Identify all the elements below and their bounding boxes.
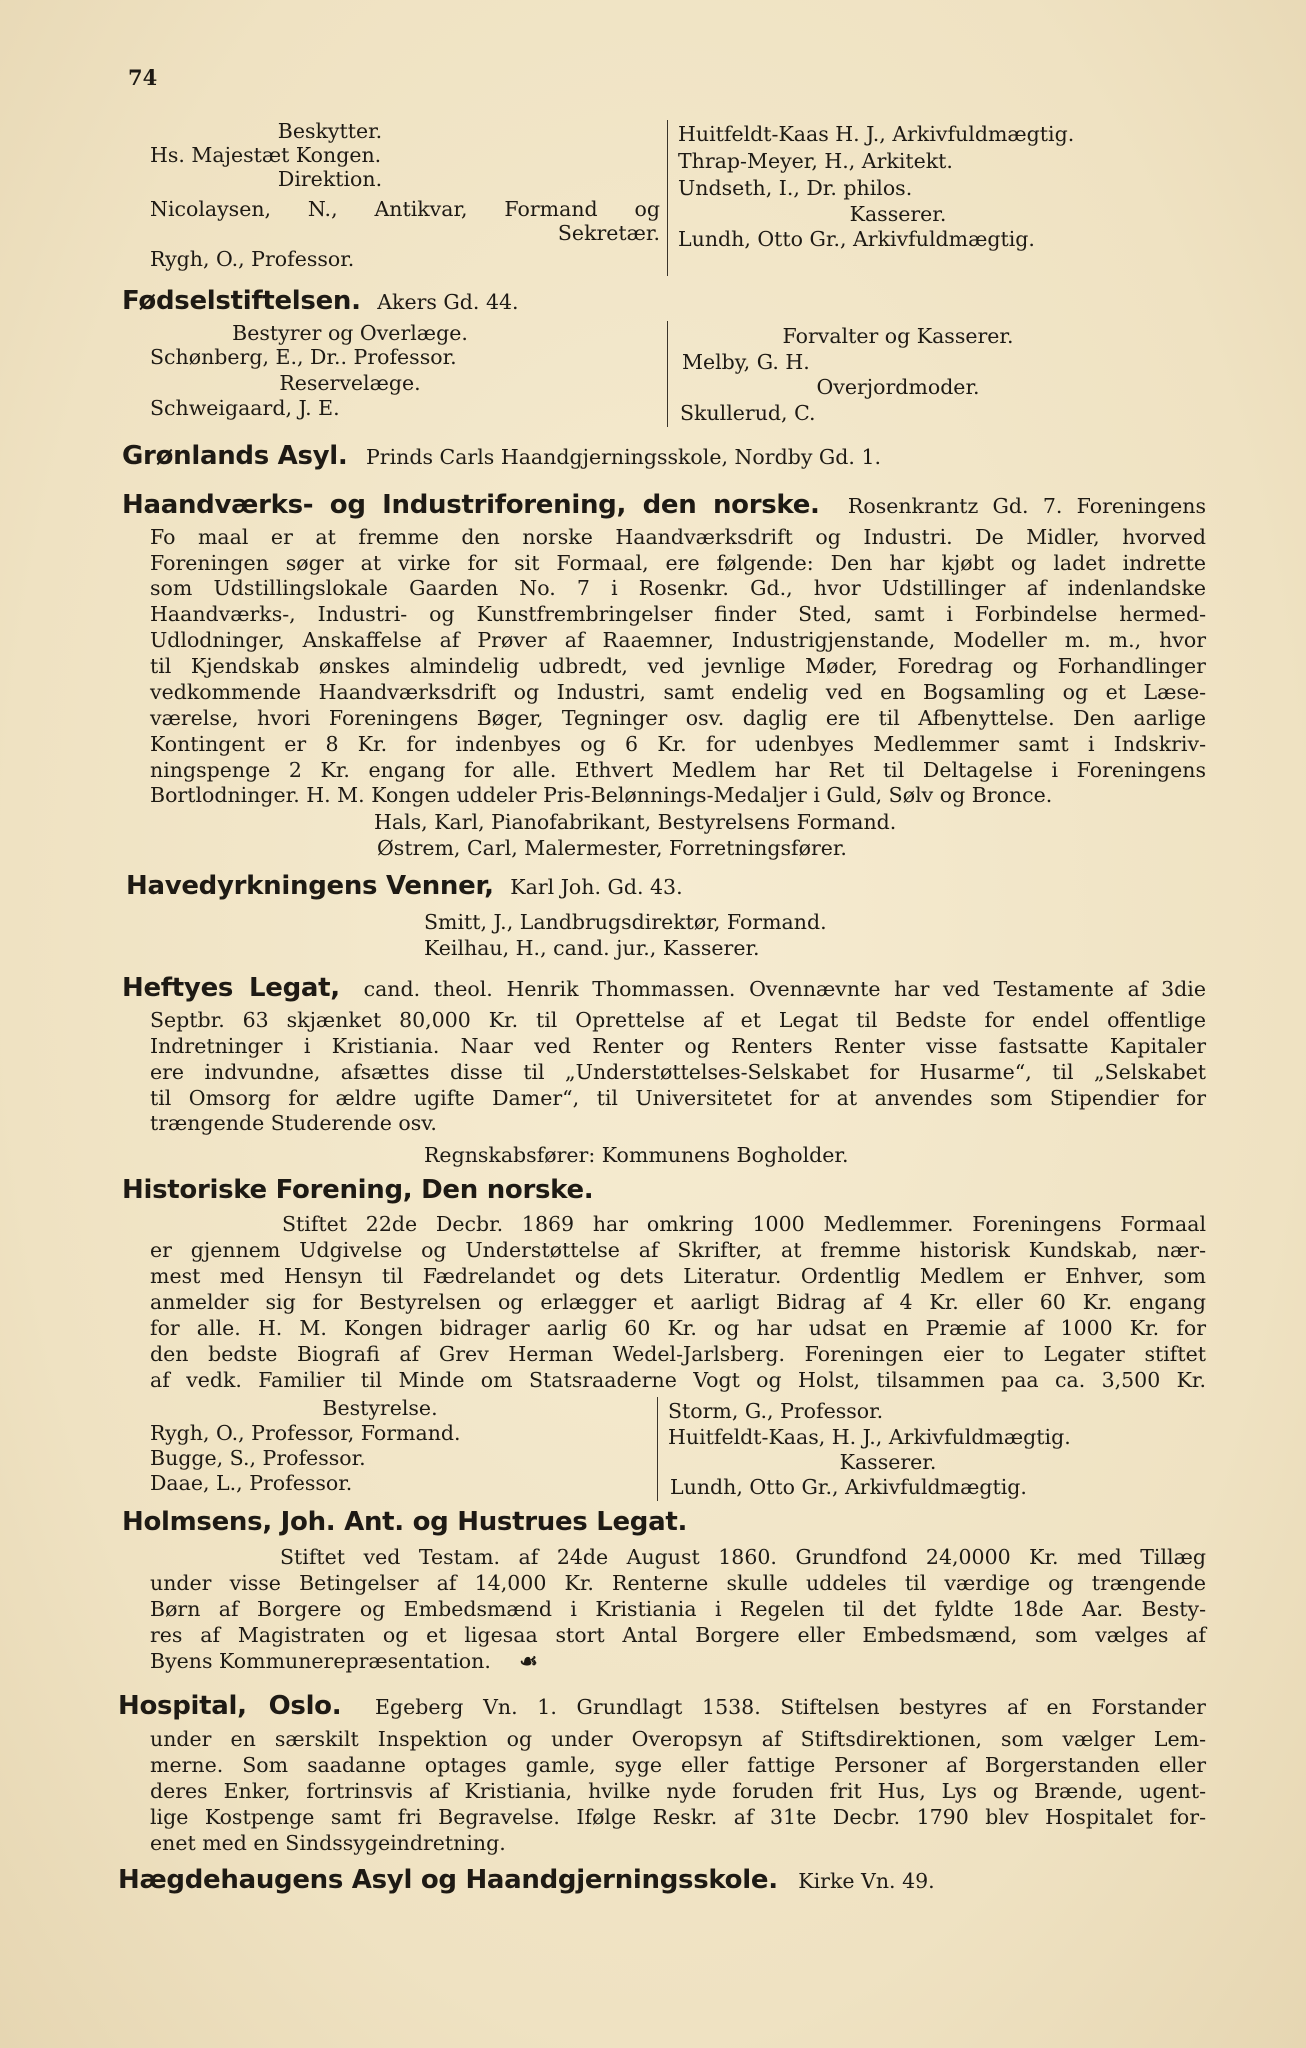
entry-keilhau: Keilhau, H., cand. jur., Kasserer. <box>424 936 760 960</box>
body-line: er gjennem Udgivelse og Understøttelse af Skrifter, at fremme historisk Kundskab, nær- <box>150 1238 1206 1262</box>
entry-rygh: Rygh, O., Professor. <box>150 247 355 271</box>
body-line: res af Magistraten og et ligesaa stort Antal Borgere eller Embedsmænd, som vælges af <box>150 1623 1206 1647</box>
body-line: anmelder sig for Bestyrelsen og erlægger et aarligt Bidrag af 4 Kr. eller 60 Kr. engang <box>150 1290 1206 1314</box>
label-direktion: Direktion. <box>277 167 383 191</box>
heading-holmsens-legat <box>122 1507 688 1537</box>
body-line: som Udstillingslokale Gaarden No. 7 i Rosenkr. Gd., hvor Udstillinger af indenlandske <box>150 576 1206 600</box>
entry-ostrem: Østrem, Carl, Malermester, Forretningsfører. <box>377 836 847 860</box>
heading-title: Hospital, Oslo. <box>118 1691 342 1721</box>
column-divider <box>657 1397 658 1501</box>
entry-melby: Melby, G. H. <box>682 350 810 374</box>
entry-lundh: Lundh, Otto Gr., Arkivfuldmægtig. <box>678 227 1035 251</box>
body-line: lige Kostpenge samt fri Begravelse. Ifølge Reskr. af 31te Decbr. 1790 blev Hospitalet for- <box>150 1805 1206 1829</box>
heading-title: Haandværks- og Industriforening, den norske. <box>122 490 820 520</box>
entry-huitfeldt: Huitfeldt-Kaas, H. J., Arkivfuldmægtig. <box>668 1425 1071 1449</box>
entry-hals: Hals, Karl, Pianofabrikant, Bestyrelsens Formand. <box>374 810 897 834</box>
entry-nicolaysen: Nicolaysen, N., Antikvar, Formand og <box>150 197 660 221</box>
heading-title: Fødselstiftelsen. <box>122 286 361 316</box>
entry-thrap: Thrap-Meyer, H., Arkitekt. <box>678 149 953 173</box>
body-line: Stiftet 22de Decbr. 1869 har omkring 1000 Medlemmer. Foreningens Formaal <box>282 1212 1206 1236</box>
label-overjord: Overjordmoder. <box>816 375 980 399</box>
heading-heftyes-legat <box>122 973 1206 1003</box>
body-line: den bedste Biografi af Grev Herman Wedel-Jarlsberg. Foreningen eier to Legater stiftet <box>150 1342 1206 1366</box>
body-line-text: Byens Kommunerepræsentation. <box>150 1649 491 1673</box>
body-line: under visse Betingelser af 14,000 Kr. Renterne skulle uddeles til værdige og trængende <box>150 1571 1206 1595</box>
column-divider <box>667 321 668 427</box>
heading-title: Hægdehaugens Asyl og Haandgjerningsskole. <box>118 1865 778 1895</box>
label-bestyrer: Bestyrer og Overlæge. <box>232 321 468 345</box>
label-forvalter: Forvalter og Kasserer. <box>782 324 1014 348</box>
label-bestyrelse: Bestyrelse. <box>322 1396 438 1420</box>
heading-address: Rosenkrantz Gd. 7. Foreningens <box>847 494 1206 518</box>
body-line: merne. Som saadanne optages gamle, syge eller fattige Personer af Borgerstanden eller <box>150 1753 1206 1777</box>
label-kasserer: Kasserer. <box>839 1450 937 1474</box>
heading-historiske-forening <box>122 1175 594 1205</box>
heading-hospital-oslo <box>118 1691 1206 1721</box>
body-line-last <box>150 1649 536 1673</box>
entry-huitfeldt: Huitfeldt-Kaas H. J., Arkivfuldmægtig. <box>678 122 1075 146</box>
label-beskytter: Beskytter. <box>277 119 383 143</box>
heading-title: Grønlands Asyl. <box>122 441 348 471</box>
body-line: Kontingent er 8 Kr. for indenbyes og 6 Kr. for udenbyes Medlemmer samt i Indskriv- <box>150 732 1206 756</box>
body-line: Fo maal er at fremme den norske Haandværksdrift og Industri. De Midler, hvorved <box>150 525 1206 549</box>
entry-schweigaard: Schweigaard, J. E. <box>150 396 340 420</box>
heading-text: cand. theol. Henrik Thommassen. Ovennævnte har ved Testamente af 3die <box>363 977 1206 1001</box>
body-line: Børn af Borgere og Embedsmænd i Kristiania i Regelen til det fyldte 18de Aar. Besty- <box>150 1597 1206 1621</box>
body-line: ningspenge 2 Kr. engang for alle. Ethvert Medlem har Ret til Deltagelse i Foreningens <box>150 758 1206 782</box>
body-line: værelse, hvori Foreningens Bøger, Tegninger osv. daglig ere til Afbenyttelse. Den aarlige <box>150 706 1206 730</box>
entry-lundh: Lundh, Otto Gr., Arkivfuldmægtig. <box>670 1475 1027 1499</box>
heading-address: Karl Joh. Gd. 43. <box>510 875 683 899</box>
body-line: Foreningen søger at virke for sit Formaal, ere følgende: Den har kjøbt og ladet indrette <box>150 551 1206 575</box>
body-line: Septbr. 63 skjænket 80,000 Kr. til Oprettelse af et Legat til Bedste for endel offentlige <box>150 1008 1206 1032</box>
heading-fodselstiftelsen <box>122 286 519 316</box>
body-line: deres Enker, fortrinsvis af Kristiania, hvilke nyde foruden frit Hus, Lys og Brænde, ugent- <box>150 1779 1206 1803</box>
body-line: for alle. H. M. Kongen bidrager aarlig 60 Kr. og har udsat en Præmie af 1000 Kr. for <box>150 1316 1206 1340</box>
entry-smitt: Smitt, J., Landbrugsdirektør, Formand. <box>424 910 827 934</box>
entry-text: Prinds Carls Haandgjerningsskole, Nordby Gd. 1. <box>366 445 882 469</box>
body-line: Udlodninger, Anskaffelse af Prøver af Raaemner, Industrigjenstande, Modeller m. m., hvor <box>150 628 1206 652</box>
body-line: trængende Studerende osv. <box>150 1111 437 1135</box>
heading-title: Havedyrkningens Venner, <box>126 871 494 901</box>
entry-rygh: Rygh, O., Professor, Formand. <box>150 1421 461 1445</box>
body-line: Bortlodninger. H. M. Kongen uddeler Pris-Belønnings-Medaljer i Guld, Sølv og Bronce. <box>150 783 1053 807</box>
entry-bugge: Bugge, S., Professor. <box>150 1446 366 1470</box>
heading-haandvaerks <box>122 490 1206 520</box>
body-line: til Kjendskab ønskes almindelig udbredt, ved jevnlige Møder, Foredrag og Forhandlinger <box>150 654 1206 678</box>
label-reserve: Reservelæge. <box>279 371 421 395</box>
body-line: ere indvundne, afsættes disse til „Understøttelses-Selskabet for Husarme“, til „Selskabet <box>150 1060 1206 1084</box>
body-line: vedkommende Haandværksdrift og Industri, samt endelig ved en Bogsamling og et Læse- <box>150 680 1206 704</box>
heading-title: Holmsens, Joh. Ant. og Hustrues Legat. <box>122 1507 688 1537</box>
body-line: under en særskilt Inspektion og under Overopsyn af Stiftsdirektionen, som vælger Lem- <box>150 1727 1206 1751</box>
entry-gronlands-asyl <box>122 441 882 471</box>
heading-address: Kirke Vn. 49. <box>798 1869 935 1893</box>
heading-haegdehaugens <box>118 1865 935 1895</box>
body-line: Haandværks-, Industri- og Kunstfrembringelser finder Sted, samt i Forbindelse hermed- <box>150 602 1206 626</box>
entry-schonberg: Schønberg, E., Dr.. Professor. <box>150 345 457 369</box>
heading-address: Akers Gd. 44. <box>377 290 519 314</box>
heading-title: Historiske Forening, Den norske. <box>122 1175 594 1205</box>
body-line: af vedk. Familier til Minde om Statsraaderne Vogt og Holst, tilsammen paa ca. 3,500 Kr. <box>150 1368 1206 1392</box>
body-line: Indretninger i Kristiania. Naar ved Renter og Renters Renter visse fastsatte Kapitaler <box>150 1034 1206 1058</box>
entry-sekretaer: Sekretær. <box>557 221 660 245</box>
body-line: til Omsorg for ældre ugifte Damer“, til Universitetet for at anvendes som Stipendier for <box>150 1086 1206 1110</box>
entry-skullerud: Skullerud, C. <box>680 401 816 425</box>
entry-beskytter: Hs. Majestæt Kongen. <box>150 143 382 167</box>
entry-regnskab: Regnskabsfører: Kommunens Bogholder. <box>424 1143 849 1167</box>
entry-storm: Storm, G., Professor. <box>668 1399 884 1423</box>
label-kasserer: Kasserer. <box>849 202 947 226</box>
body-line: Stiftet ved Testam. af 24de August 1860. Grundfond 24,0000 Kr. med Tillæg <box>280 1545 1206 1569</box>
body-line: enet med en Sindssygeindretning. <box>150 1831 506 1855</box>
body-line: mest med Hensyn til Fædrelandet og dets Literatur. Ordentlig Medlem er Enhver, som <box>150 1264 1206 1288</box>
heading-title: Heftyes Legat, <box>122 973 340 1003</box>
printers-mark-icon: ☙ <box>519 1649 536 1673</box>
entry-undseth: Undseth, I., Dr. philos. <box>678 176 913 200</box>
heading-havedyrkningens <box>126 871 683 901</box>
page-number: 74 <box>128 65 158 90</box>
entry-daae: Daae, L., Professor. <box>150 1471 353 1495</box>
column-divider <box>667 120 668 276</box>
heading-text: Egeberg Vn. 1. Grundlagt 1538. Stiftelsen bestyres af en Forstander <box>375 1695 1206 1719</box>
